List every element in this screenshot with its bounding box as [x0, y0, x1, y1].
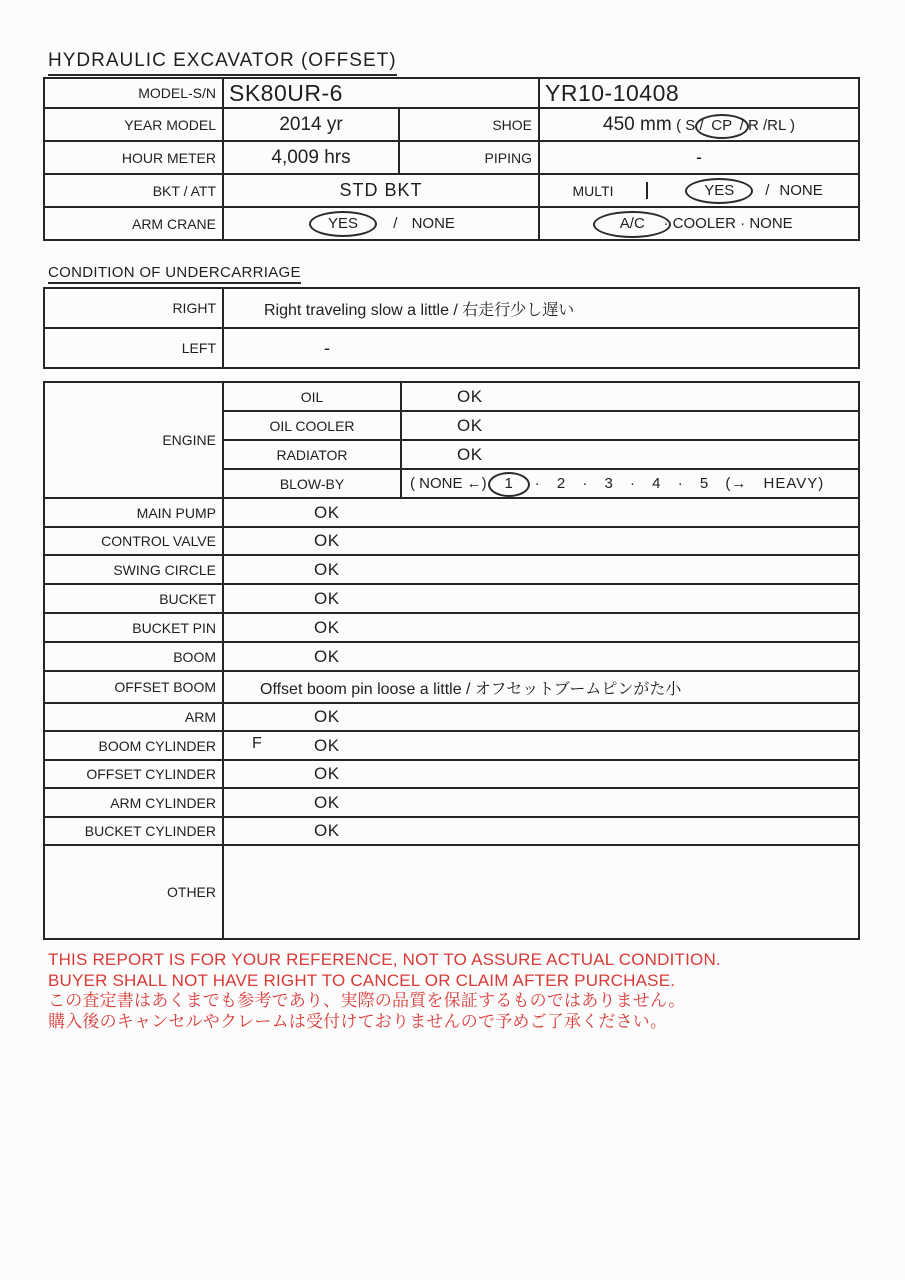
disclaimer-line-en-2: BUYER SHALL NOT HAVE RIGHT TO CANCEL OR CLAIM AFTER PURCHASE.: [48, 970, 676, 990]
blowby-scale: [401, 469, 859, 498]
ac-rest-value: · COOLER · NONE: [663, 215, 793, 232]
blowby-rating-value: 1: [504, 475, 513, 492]
shoe-paren-close: / R /RL ): [739, 116, 795, 134]
multi-none-value: NONE: [779, 182, 823, 199]
boom-label: BOOM: [44, 642, 223, 671]
offset-boom-value: Offset boom pin loose a little / オフセットブームピンがた小: [223, 671, 859, 703]
page-title: HYDRAULIC EXCAVATOR (OFFSET): [48, 50, 397, 76]
disclaimer-line-ja-1: この査定書はあくまでも参考であり、実際の品質を保証するものではありません。: [48, 991, 686, 1011]
piping-value: -: [539, 141, 859, 174]
undercarriage-heading: CONDITION OF UNDERCARRIAGE: [48, 264, 301, 284]
engine-radiator-value: OK: [401, 440, 859, 469]
model-sn-label: MODEL-S/N: [44, 78, 223, 108]
shoe-label: SHOE: [399, 108, 539, 141]
undercarriage-table: [43, 287, 860, 369]
bucket-value: OK: [223, 584, 859, 613]
year-model-label: YEAR MODEL: [44, 108, 223, 141]
bucket-label: BUCKET: [44, 584, 223, 613]
arm-crane-none-value: NONE: [411, 215, 455, 232]
shoe-paren-open: ( S /: [676, 116, 704, 134]
right-label: RIGHT: [44, 288, 223, 328]
multi-options: [648, 182, 858, 199]
engine-radiator-label: RADIATOR: [223, 440, 401, 469]
arm-value: OK: [223, 703, 859, 731]
multi-yes-circle: [685, 178, 753, 204]
model-value: SK80UR-6: [223, 78, 539, 108]
arm-crane-label: ARM CRANE: [44, 207, 223, 240]
ac-cooler-options: [539, 207, 859, 240]
bkt-att-label: BKT / ATT: [44, 174, 223, 207]
piping-label: PIPING: [399, 141, 539, 174]
bkt-att-value: STD BKT: [223, 174, 539, 207]
disclaimer-block: [48, 950, 721, 1032]
bucket-cylinder-label: BUCKET CYLINDER: [44, 817, 223, 845]
serial-value: YR10-10408: [539, 78, 859, 108]
arm-cylinder-value: OK: [223, 788, 859, 817]
engine-oil-cooler-label: OIL COOLER: [223, 411, 401, 440]
multi-cell: [539, 174, 859, 207]
engine-oil-label: OIL: [223, 382, 401, 411]
left-value: -: [223, 328, 859, 368]
boom-cylinder-cell: [223, 731, 859, 760]
engine-oil-cooler-value: OK: [401, 411, 859, 440]
arm-label: ARM: [44, 703, 223, 731]
disclaimer-line-en-1: THIS REPORT IS FOR YOUR REFERENCE, NOT TO ASSURE ACTUAL CONDITION.: [48, 950, 721, 969]
offset-cylinder-value: OK: [223, 760, 859, 788]
arm-crane-yes-circle: [309, 211, 377, 237]
stray-mark: F: [252, 735, 263, 752]
other-value: [223, 845, 859, 939]
shoe-value: [539, 108, 859, 141]
offset-cylinder-label: OFFSET CYLINDER: [44, 760, 223, 788]
offset-boom-label: OFFSET BOOM: [44, 671, 223, 703]
multi-separator: /: [765, 182, 770, 199]
main-pump-label: MAIN PUMP: [44, 498, 223, 527]
hour-meter-value: 4,009 hrs: [223, 141, 399, 174]
disclaimer-line-ja-2: 購入後のキャンセルやクレームは受付けておりませんので予めご了承ください。: [48, 1011, 668, 1031]
control-valve-value: OK: [223, 527, 859, 555]
swing-circle-value: OK: [223, 555, 859, 584]
ac-circle: [593, 211, 671, 238]
bucket-pin-label: BUCKET PIN: [44, 613, 223, 642]
arm-crane-separator: /: [393, 215, 398, 232]
year-model-value: 2014 yr: [223, 108, 399, 141]
main-pump-value: OK: [223, 498, 859, 527]
multi-split: [540, 182, 858, 199]
blowby-heavy-end: · 2 · 3 · 4 · 5 (→ HEAVY): [534, 475, 825, 492]
blowby-rating-circle: [488, 472, 530, 497]
right-value: Right traveling slow a little / 右走行少し遅い: [223, 288, 859, 328]
engine-label: ENGINE: [44, 382, 223, 498]
swing-circle-label: SWING CIRCLE: [44, 555, 223, 584]
arm-cylinder-label: ARM CYLINDER: [44, 788, 223, 817]
other-label: OTHER: [44, 845, 223, 939]
hour-meter-label: HOUR METER: [44, 141, 223, 174]
machine-info-table: [43, 77, 860, 241]
bucket-pin-value: OK: [223, 613, 859, 642]
bucket-cylinder-value: OK: [223, 817, 859, 845]
boom-cylinder-value: OK: [314, 735, 340, 755]
blowby-none-end: ( NONE ←): [410, 475, 487, 492]
arm-crane-options: [223, 207, 539, 240]
inspection-table: [43, 381, 860, 940]
boom-value: OK: [223, 642, 859, 671]
left-label: LEFT: [44, 328, 223, 368]
arm-crane-yes-value: YES: [328, 215, 359, 232]
control-valve-label: CONTROL VALVE: [44, 527, 223, 555]
shoe-cp-value: CP: [711, 116, 733, 134]
multi-yes-value: YES: [704, 181, 735, 199]
shoe-size: 450 mm: [603, 113, 672, 135]
blowby-label: BLOW-BY: [223, 469, 401, 498]
engine-oil-value: OK: [401, 382, 859, 411]
boom-cylinder-label: BOOM CYLINDER: [44, 731, 223, 760]
multi-label: MULTI: [540, 182, 648, 199]
ac-value: A/C: [619, 215, 645, 232]
